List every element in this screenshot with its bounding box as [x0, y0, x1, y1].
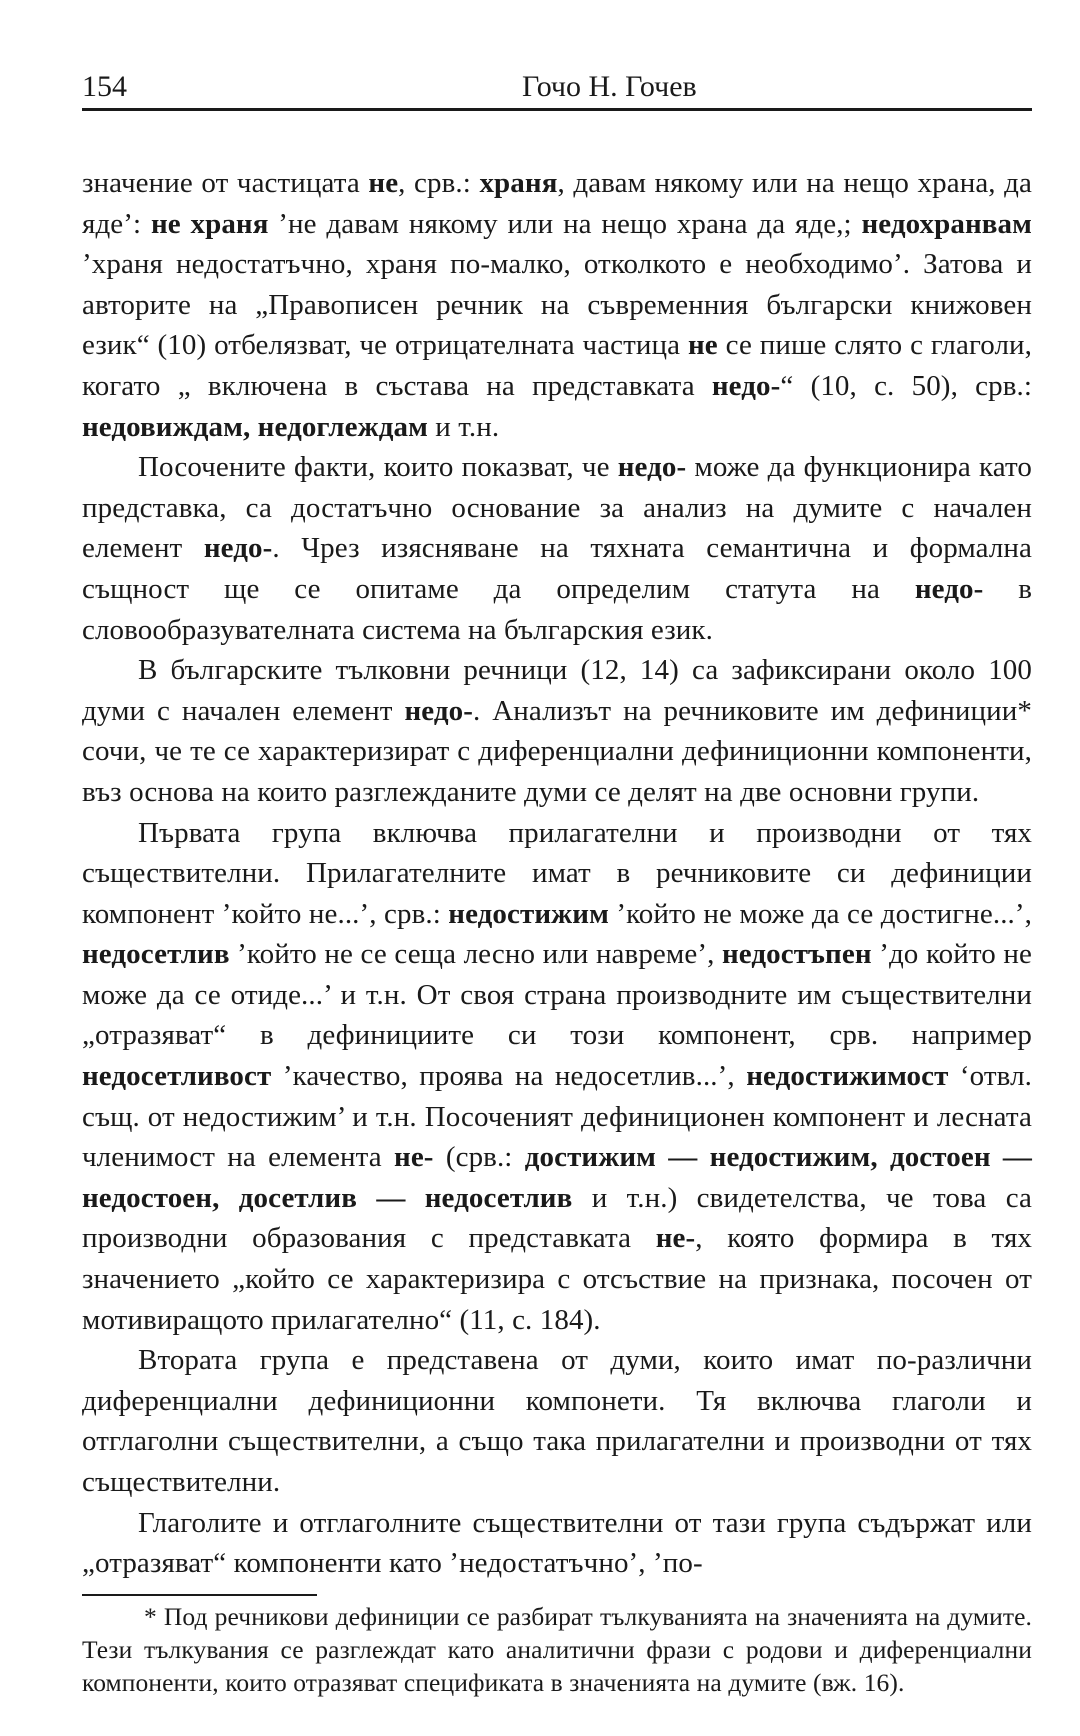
- text-run: В българските тълковни речници (12, 14) са зафиксирани около 100 думи с начален елемент: [82, 654, 1032, 727]
- bold-term: недостижим: [448, 897, 609, 930]
- main-text: [82, 163, 1032, 1584]
- text-run: (срв.:: [433, 1141, 525, 1174]
- paragraph: [82, 1503, 1032, 1584]
- bold-term: достижим — недостижим, достоен — недостоен, досетлив — недосетлив: [82, 1141, 1032, 1214]
- running-head-author: Гочо Н. Гочев: [522, 70, 697, 103]
- text-run: ’който не се сеща лесно или навреме’,: [229, 938, 722, 971]
- bold-term: храня: [479, 167, 558, 199]
- text-run: Първата група включва прилагателни и производни от тях съществителни. Прилагателните имат в речниковите си дефиниции компонент ’който не...’, срв.:: [82, 816, 1032, 930]
- bold-term: недосетлив: [82, 938, 230, 971]
- text-run: ’храня недостатъчно, храня по-малко, отколкото е необходимо’. Затова и авторите на „Правописен речник на съвременния български книжовен език“ (10) отбелязват, че отрицателната частица: [82, 248, 1032, 362]
- bold-term: не-: [394, 1141, 434, 1174]
- paragraph: [82, 163, 1032, 447]
- bold-term: недосетливост: [82, 1060, 272, 1093]
- text-run: ’качество, проява на недосетлив...’,: [271, 1060, 747, 1093]
- bold-term: не-: [655, 1222, 696, 1255]
- text-run: в словообразувателната система на българския език.: [82, 572, 1032, 646]
- footnote-divider: [82, 1594, 317, 1596]
- text-run: Втората група е представена от думи, които имат по-различни диференциални дефиниционни компонети. Тя включва глаголи и отглаголни съществителни, а също така прилагателни и производни от тях съществителни.: [82, 1344, 1032, 1498]
- text-run: , давам някому или на нещо храна, да яде’:: [82, 167, 1033, 240]
- text-run: значение от частицата: [82, 167, 369, 199]
- footnote-text: * Под речникови дефиниции се разбират тълкуванията на значенията на думите. Тези тълкувания се разглеждат като аналитични фрази с родови и диференциални компоненти, които отразяват спецификата в значенията на думите (вж. 16).: [82, 1602, 1032, 1697]
- page-number: 154: [82, 70, 127, 103]
- bold-term: недо-: [711, 369, 781, 402]
- paragraph: [82, 813, 1032, 1341]
- text-run: ’който не може да се достигне...’,: [608, 897, 1032, 930]
- text-run: Посочените факти, които показват, че: [138, 451, 618, 484]
- text-run: и т.н.) свидетелства, че това са производни образования с представката: [82, 1181, 1032, 1255]
- text-run: може да функционира като представка, са достатъчно основание за анализ на думите с начален елемент: [82, 451, 1032, 565]
- page: [82, 62, 1032, 1584]
- text-run: , срв.:: [398, 167, 480, 199]
- bold-term: не: [687, 329, 718, 362]
- bold-term: недохранвам: [861, 207, 1032, 240]
- paragraph: [82, 650, 1032, 812]
- text-run: ‘отвл. същ. от недостижим’ и т.н. Посоченият дефиниционен компонент и лесната членимост на елемента: [82, 1060, 1032, 1174]
- bold-term: не: [368, 167, 399, 199]
- text-run: ’до който не може да се отиде...’ и т.н. От своя страна производните им съществителни „отразяват“ в дефинициите си този компонент, срв. например: [82, 938, 1032, 1052]
- bold-term: недостъпен: [721, 938, 872, 971]
- text-run: ’не давам някому или на нещо храна да яде,;: [268, 207, 862, 240]
- text-run: . Анализът на речниковите им дефиниции* сочи, че те се характеризират с диференциални дефиниционни компоненти, въз основа на които разглежданите думи се делят на две основни групи.: [82, 694, 1032, 808]
- bold-term: недовиждам, недоглеждам: [82, 410, 428, 443]
- paragraph: [82, 447, 1032, 650]
- text-run: и т.н.: [427, 410, 500, 443]
- text-run: “ (10, с. 50), срв.:: [780, 369, 1032, 402]
- bold-term: недо-: [404, 694, 473, 727]
- text-run: се пише слято с глаголи, когато „ включена в състава на представката: [82, 329, 1032, 402]
- text-run: Глаголите и отглаголните съществителни от тази група съдържат или „отразяват“ компоненти като ’недостатъчно’, ’по-: [82, 1506, 1032, 1580]
- bold-term: недо-: [617, 451, 687, 484]
- text-run: , която формира в тях значението „който се характеризира с отсъствие на признака, посочен от мотивиращото прилагателно“ (11, с. 184).: [82, 1222, 1032, 1336]
- page-header: [82, 62, 1032, 111]
- footnote: [82, 1600, 1032, 1699]
- bold-term: недо-: [914, 572, 984, 605]
- paragraph: [82, 1340, 1032, 1502]
- bold-term: недостижимост: [746, 1060, 949, 1093]
- text-run: . Чрез изясняване на тяхната семантична и формална същност ще се опитаме да определим статута на: [82, 532, 1032, 605]
- bold-term: недо-: [203, 532, 273, 565]
- bold-term: не храня: [150, 207, 269, 240]
